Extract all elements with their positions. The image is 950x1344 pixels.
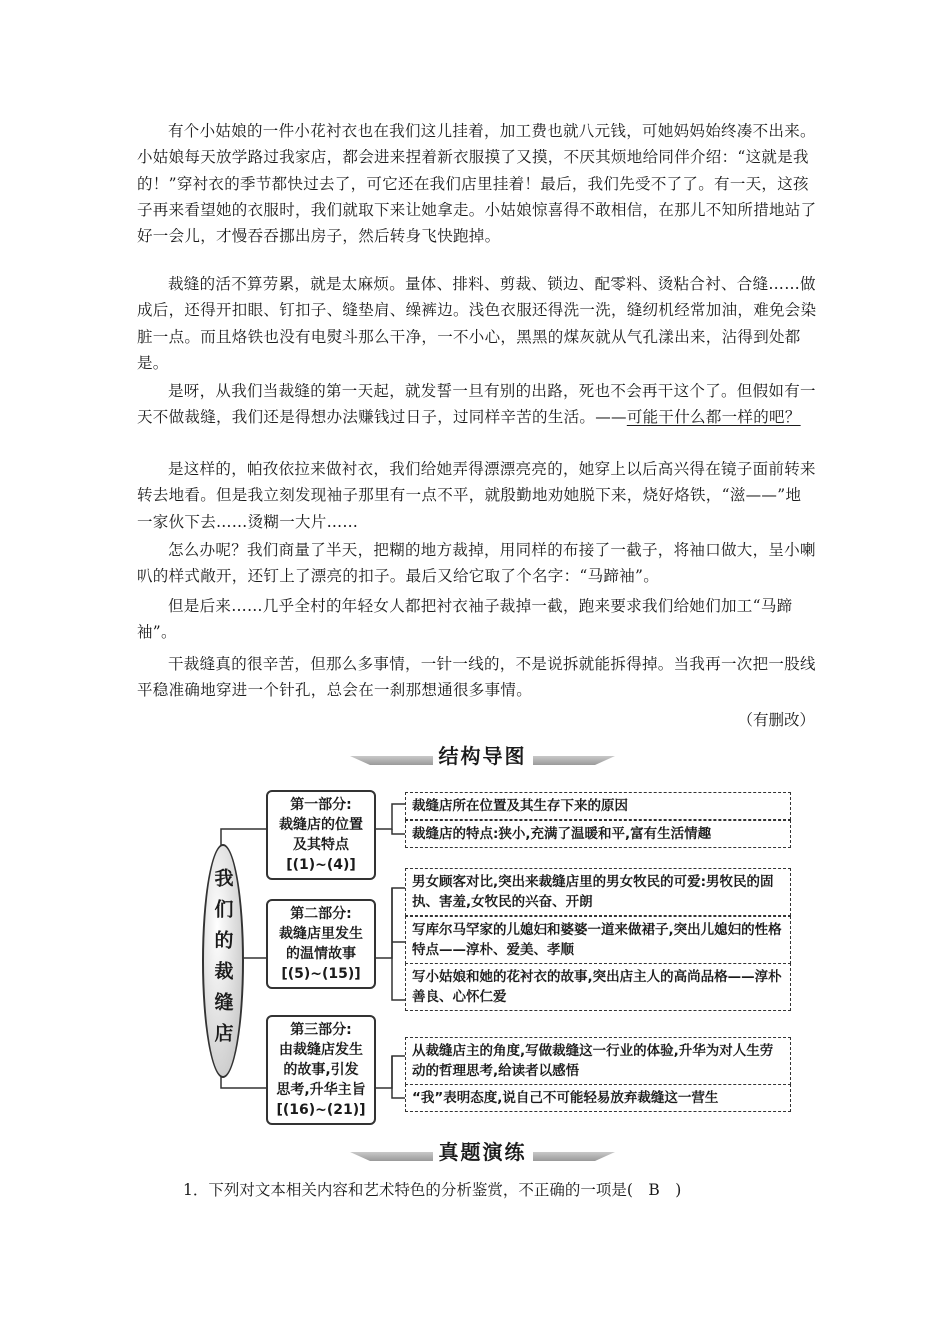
paragraph-3 — [137, 378, 817, 431]
question-1: 1．下列对文本相关内容和艺术特色的分析鉴赏，不正确的一项是( B ) — [183, 1181, 682, 1199]
paragraph-4: 是这样的，帕孜依拉来做衬衣，我们给她弄得漂漂亮亮的，她穿上以后高兴得在镜子面前转来转去地看。但是我立刻发现袖子那里有一点不平，就殷勤地劝她脱下来，烧好烙铁，“滋——”地一家伙下去……烫糊一大片…… — [137, 460, 816, 531]
paragraph-3-text: 是呀，从我们当裁缝的第一天起，就发誓一旦有别的出路，死也不会再干这个了。但假如有一天不做裁缝，我们还是得想办法赚钱过日子，过同样辛苦的生活。—— — [137, 382, 816, 427]
part-3-box: 第三部分: 由裁缝店发生 的故事,引发 思考,升华主旨 [(16)~(21)] — [266, 1015, 376, 1125]
paragraph-7: 干裁缝真的很辛苦，但那么多事情，一针一线的，不是说拆就能拆得掉。当我再一次把一股线平稳准确地穿进一个针孔，总会在一刹那想通很多事情。 — [137, 655, 816, 700]
part-1-detail-2-text: 裁缝店的特点:狭小,充满了温暖和平,富有生活情趣 — [412, 826, 712, 842]
structure-map-title: 结构导图 — [433, 740, 533, 769]
paragraph-5: 怎么办呢？我们商量了半天，把糊的地方裁掉，用同样的布接了一截子，将袖口做大，呈小喇叭的样式敞开，还钉上了漂亮的扣子。最后又给它取了个名字：“马蹄袖”。 — [137, 541, 816, 586]
part-1-box: 第一部分: 裁缝店的位置 及其特点 [(1)~(4)] — [266, 790, 376, 880]
part-3-detail-1 — [405, 1037, 791, 1085]
part-2-detail-2 — [405, 916, 791, 964]
part-1-detail-2 — [405, 820, 791, 848]
part-2-detail-1 — [405, 868, 791, 916]
underlined-sentence: 可能干什么都一样的吧？ — [626, 408, 801, 427]
part-2-box: 第二部分: 裁缝店里发生 的温情故事 [(5)~(15)] — [266, 899, 376, 989]
part-3-detail-2-text: “我”表明态度,说自己不可能轻易放弃裁缝这一营生 — [412, 1090, 719, 1106]
part-1-detail-1-text: 裁缝店所在位置及其生存下来的原因 — [412, 798, 628, 814]
part-3-detail-2 — [405, 1084, 791, 1112]
structure-root-label: 我们的裁缝店 — [211, 868, 234, 1054]
paragraph-2: 裁缝的活不算劳累，就是太麻烦。量体、排料、剪裁、锁边、配零料、烫粘合衬、合缝……做成后，还得开扣眼、钉扣子、缝垫肩、缲裤边。浅色衣服还得洗一洗，缝纫机经常加油，难免会染脏一点。而且烙铁也没有电熨斗那么干净，一不小心，黑黑的煤灰就从气孔漾出来，沾得到处都是。 — [137, 275, 817, 372]
paragraph-1: 有个小姑娘的一件小花衬衣也在我们这儿挂着，加工费也就八元钱，可她妈妈始终凑不出来。小姑娘每天放学路过我家店，都会进来捏着新衣服摸了又摸，不厌其烦地给同伴介绍：“这就是我的！”穿衬衣的季节都快过去了，可它还在我们店里挂着！最后，我们先受不了了。有一天，这孩子再来看望她的衣服时，我们就取下来让她拿走。小姑娘惊喜得不敢相信，在那儿不知所措地站了好一会儿，才慢吞吞挪出房子，然后转身飞快跑掉。 — [137, 122, 817, 246]
part-2-detail-2-text: 写库尔马罕家的儿媳妇和婆婆一道来做裙子,突出儿媳妇的性格特点——淳朴、爱美、孝顺 — [412, 922, 782, 958]
source-note: （有删改） — [737, 711, 815, 729]
structure-map-heading — [350, 744, 615, 768]
structure-root — [202, 844, 244, 1078]
exercise-heading — [350, 1140, 615, 1164]
paragraph-6: 但是后来……几乎全村的年轻女人都把衬衣袖子裁掉一截，跑来要求我们给她们加工“马蹄袖”。 — [137, 597, 793, 642]
part-2-detail-1-text: 男女顾客对比,突出来裁缝店里的男女牧民的可爱:男牧民的固执、害羞,女牧民的兴奋、开朗 — [412, 874, 774, 910]
part-1-detail-1 — [405, 792, 791, 820]
part-2-detail-3-text: 写小姑娘和她的花衬衣的故事,突出店主人的高尚品格——淳朴善良、心怀仁爱 — [412, 969, 782, 1005]
exercise-title: 真题演练 — [433, 1136, 533, 1165]
part-3-detail-1-text: 从裁缝店主的角度,写做裁缝这一行业的体验,升华为对人生劳动的哲理思考,给读者以感悟 — [412, 1043, 774, 1079]
part-2-detail-3 — [405, 963, 791, 1011]
